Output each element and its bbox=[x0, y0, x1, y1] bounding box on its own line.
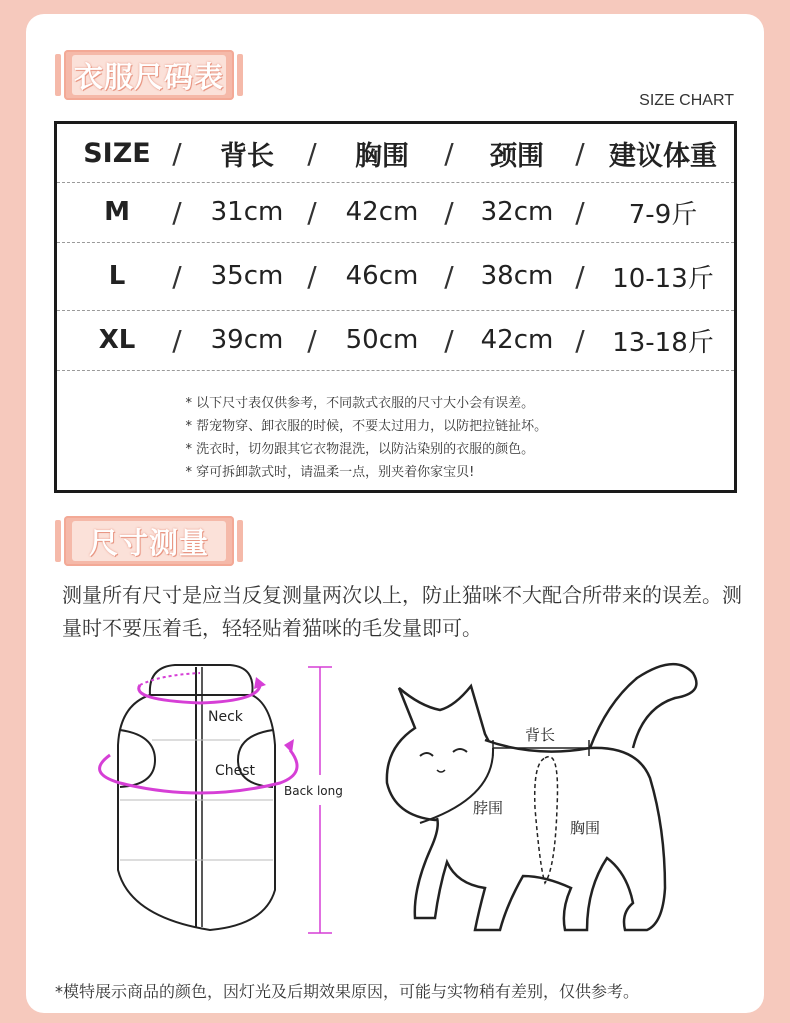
separator: / bbox=[307, 136, 317, 170]
separator: / bbox=[575, 259, 585, 293]
garment-diagram bbox=[80, 655, 380, 945]
neck-label: Neck bbox=[208, 709, 243, 725]
separator: / bbox=[172, 195, 182, 229]
chest-label: Chest bbox=[215, 763, 256, 779]
separator: / bbox=[172, 259, 182, 293]
section-title: 衣服尺码表 bbox=[73, 59, 224, 94]
cell-back-length: 31cm bbox=[210, 197, 284, 227]
separator: / bbox=[575, 195, 585, 229]
separator: / bbox=[575, 136, 585, 170]
separator: / bbox=[172, 136, 182, 170]
cell-neck: 32cm bbox=[480, 197, 554, 227]
cell-weight: 13-18斤 bbox=[612, 327, 714, 358]
header-chest: 胸围 bbox=[355, 140, 409, 172]
header-size: SIZE bbox=[83, 137, 151, 169]
separator: / bbox=[444, 259, 454, 293]
cell-weight: 7-9斤 bbox=[628, 199, 698, 230]
separator: / bbox=[172, 323, 182, 357]
section-title-banner bbox=[64, 50, 234, 100]
cat-diagram bbox=[375, 648, 735, 948]
cell-back-length: 35cm bbox=[210, 261, 284, 291]
cell-neck: 42cm bbox=[480, 325, 554, 355]
cat-neck-label: 脖围 bbox=[473, 799, 504, 817]
note-line: * 帮宠物穿、卸衣服的时候，不要太过用力，以防把拉链扯坏。 bbox=[185, 419, 548, 434]
cell-size: L bbox=[108, 261, 126, 291]
table-row bbox=[57, 182, 734, 243]
size-table bbox=[54, 121, 737, 493]
separator: / bbox=[307, 323, 317, 357]
separator: / bbox=[444, 323, 454, 357]
separator: / bbox=[307, 195, 317, 229]
cell-chest: 46cm bbox=[345, 261, 419, 291]
note-line: * 以下尺寸表仅供参考，不同款式衣服的尺寸大小会有误差。 bbox=[185, 396, 535, 411]
separator: / bbox=[307, 259, 317, 293]
back-long-label: Back long bbox=[284, 784, 343, 798]
header-neck: 颈围 bbox=[490, 140, 544, 172]
measurement-intro: 测量所有尺寸是应当反复测量两次以上，防止猫咪不大配合所带来的误差。测量时不要压着毛，轻轻贴着猫咪的毛发量即可。 bbox=[62, 583, 742, 640]
cell-size: M bbox=[104, 197, 130, 227]
header-back-length: 背长 bbox=[220, 140, 274, 172]
note-line: * 穿可拆卸款式时，请温柔一点，别夹着你家宝贝! bbox=[185, 465, 475, 480]
separator: / bbox=[444, 136, 454, 170]
cell-back-length: 39cm bbox=[210, 325, 284, 355]
cell-chest: 50cm bbox=[345, 325, 419, 355]
cell-weight: 10-13斤 bbox=[612, 263, 714, 294]
footer-disclaimer: *模特展示商品的颜色，因灯光及后期效果原因，可能与实物稍有差别，仅供参考。 bbox=[55, 982, 640, 1001]
table-notes bbox=[57, 386, 734, 490]
section-title-banner bbox=[64, 516, 234, 566]
table-row bbox=[57, 310, 734, 371]
section-title: 尺寸测量 bbox=[88, 525, 209, 560]
table-row bbox=[57, 242, 734, 311]
cat-back-label: 背长 bbox=[525, 726, 556, 744]
table-header-row bbox=[57, 124, 734, 183]
cat-chest-label: 胸围 bbox=[570, 819, 601, 837]
separator: / bbox=[444, 195, 454, 229]
cell-chest: 42cm bbox=[345, 197, 419, 227]
note-line: * 洗衣时，切勿跟其它衣物混洗，以防沾染别的衣服的颜色。 bbox=[185, 442, 535, 457]
cell-size: XL bbox=[98, 325, 136, 355]
size-chart-label: SIZE CHART bbox=[639, 92, 734, 109]
header-weight: 建议体重 bbox=[609, 140, 717, 172]
cell-neck: 38cm bbox=[480, 261, 554, 291]
separator: / bbox=[575, 323, 585, 357]
